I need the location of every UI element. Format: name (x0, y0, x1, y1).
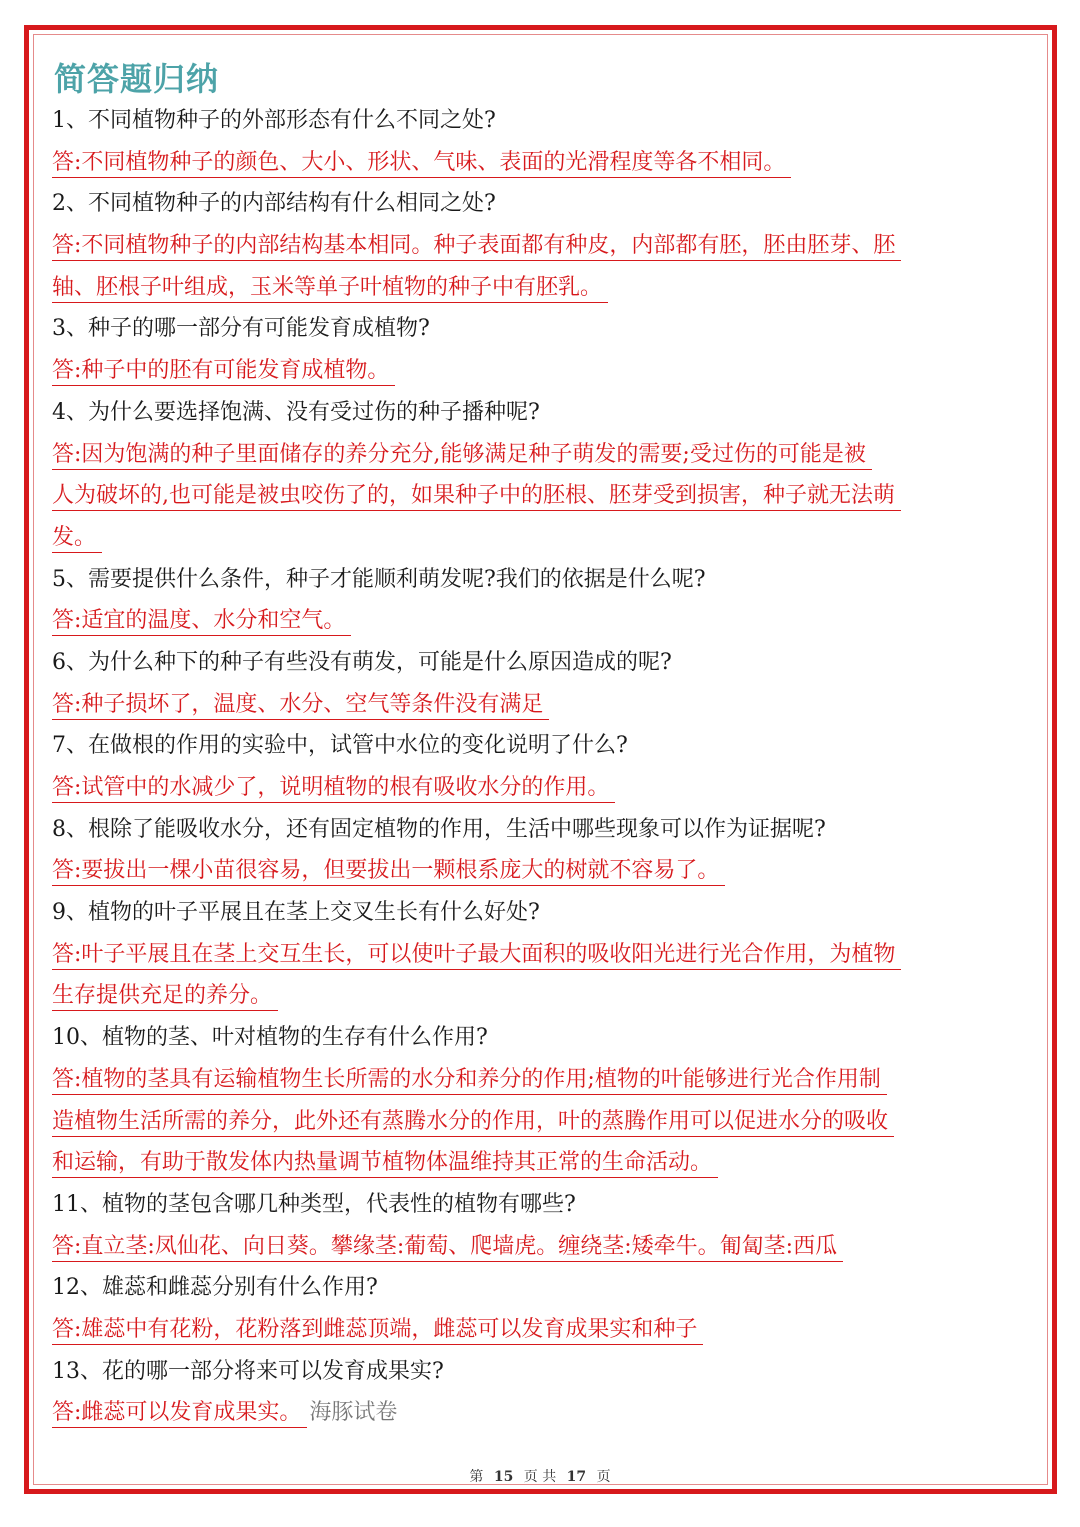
question-text: 7、在做根的作用的实验中，试管中水位的变化说明了什么? (52, 733, 628, 759)
answer-line (52, 934, 1032, 976)
question-text: 11、植物的茎包含哪几种类型，代表性的植物有哪些? (52, 1191, 576, 1217)
answer-text: 答:叶子平展且在茎上交互生长，可以使叶子最大面积的吸收阳光进行光合作用，为植物 (52, 942, 901, 970)
footer-suffix: 页 (596, 1469, 611, 1485)
question-line (52, 308, 1032, 350)
answer-text: 发。 (52, 525, 102, 553)
answer-line (52, 975, 1032, 1017)
question-text: 12、雄蕊和雌蕊分别有什么作用? (52, 1275, 378, 1301)
answer-text: 答:种子中的胚有可能发育成植物。 (52, 358, 395, 386)
question-line (52, 725, 1032, 767)
answer-line (52, 600, 1032, 642)
answer-text: 答:要拔出一棵小苗很容易，但要拔出一颗根系庞大的树就不容易了。 (52, 858, 725, 886)
question-line (52, 1267, 1032, 1309)
answer-text: 轴、胚根子叶组成，玉米等单子叶植物的种子中有胚乳。 (52, 275, 608, 303)
answer-text: 答:雄蕊中有花粉，花粉落到雌蕊顶端，雌蕊可以发育成果实和种子 (52, 1317, 703, 1345)
answer-text: 造植物生活所需的养分，此外还有蒸腾水分的作用，叶的蒸腾作用可以促进水分的吸收 (52, 1109, 894, 1137)
answer-text: 答:雌蕊可以发育成果实。 (52, 1400, 307, 1428)
question-text: 1、不同植物种子的外部形态有什么不同之处? (52, 108, 496, 133)
question-text: 9、植物的叶子平展且在茎上交叉生长有什么好处? (52, 900, 540, 926)
answer-line (52, 684, 1032, 726)
footer-page-number: 15 (493, 1469, 514, 1485)
question-text: 4、为什么要选择饱满、没有受过伤的种子播种呢? (52, 399, 540, 425)
answer-text: 答:植物的茎具有运输植物生长所需的水分和养分的作用;植物的叶能够进行光合作用制 (52, 1067, 887, 1095)
answer-line (52, 1392, 1032, 1434)
question-text: 2、不同植物种子的内部结构有什么相同之处? (52, 191, 496, 217)
answer-line (52, 1309, 1032, 1351)
answer-line (52, 1142, 1032, 1184)
qa-list (52, 100, 1032, 1434)
answer-text: 人为破坏的,也可能是被虫咬伤了的，如果种子中的胚根、胚芽受到损害，种子就无法萌 (52, 483, 901, 511)
question-text: 6、为什么种下的种子有些没有萌发，可能是什么原因造成的呢? (52, 649, 672, 675)
question-line (52, 1184, 1032, 1226)
answer-line (52, 350, 1032, 392)
answer-text: 答:种子损坏了，温度、水分、空气等条件没有满足 (52, 692, 549, 720)
question-text: 3、种子的哪一部分有可能发育成植物? (52, 316, 430, 342)
answer-line (52, 225, 1032, 267)
question-line (52, 392, 1032, 434)
question-line (52, 100, 1032, 142)
footer-total-pages: 17 (566, 1469, 587, 1485)
answer-text: 答:直立茎:凤仙花、向日葵。攀缘茎:葡萄、爬墙虎。缠绕茎:矮牵牛。匍匐茎:西瓜 (52, 1234, 843, 1262)
question-line (52, 183, 1032, 225)
answer-line (52, 434, 1032, 476)
answer-line (52, 475, 1032, 517)
answer-text: 和运输，有助于散发体内热量调节植物体温维持其正常的生命活动。 (52, 1150, 718, 1178)
answer-line (52, 1226, 1032, 1268)
answer-text: 答:试管中的水减少了，说明植物的根有吸收水分的作用。 (52, 775, 615, 803)
answer-text: 答:不同植物种子的颜色、大小、形状、气味、表面的光滑程度等各不相同。 (52, 150, 791, 178)
answer-text: 答:适宜的温度、水分和空气。 (52, 608, 351, 636)
question-text: 13、花的哪一部分将来可以发育成果实? (52, 1358, 444, 1384)
answer-text: 生存提供充足的养分。 (52, 983, 278, 1011)
question-line (52, 1351, 1032, 1393)
answer-text: 答:不同植物种子的内部结构基本相同。种子表面都有种皮，内部都有胚，胚由胚芽、胚 (52, 233, 901, 261)
question-line (52, 1017, 1032, 1059)
question-line (52, 809, 1032, 851)
answer-line (52, 267, 1032, 309)
question-line (52, 892, 1032, 934)
answer-line (52, 1101, 1032, 1143)
question-line (52, 559, 1032, 601)
question-text: 8、根除了能吸收水分，还有固定植物的作用，生活中哪些现象可以作为证据呢? (52, 816, 826, 842)
answer-line (52, 850, 1032, 892)
answer-text: 答:因为饱满的种子里面储存的养分充分,能够满足种子萌发的需要;受过伤的可能是被 (52, 442, 872, 470)
question-text: 10、植物的茎、叶对植物的生存有什么作用? (52, 1025, 488, 1051)
question-line (52, 642, 1032, 684)
question-text: 5、需要提供什么条件，种子才能顺利萌发呢?我们的依据是什么呢? (52, 566, 706, 592)
watermark-text: 海豚试卷 (309, 1400, 398, 1426)
answer-line (52, 767, 1032, 809)
page-title: 简答题归纳 (54, 60, 220, 98)
answer-line (52, 517, 1032, 559)
answer-line (52, 1059, 1032, 1101)
footer-prefix: 第 (469, 1469, 484, 1485)
footer-middle: 页 共 (523, 1469, 557, 1485)
page-footer (0, 1466, 1080, 1486)
answer-line (52, 142, 1032, 184)
